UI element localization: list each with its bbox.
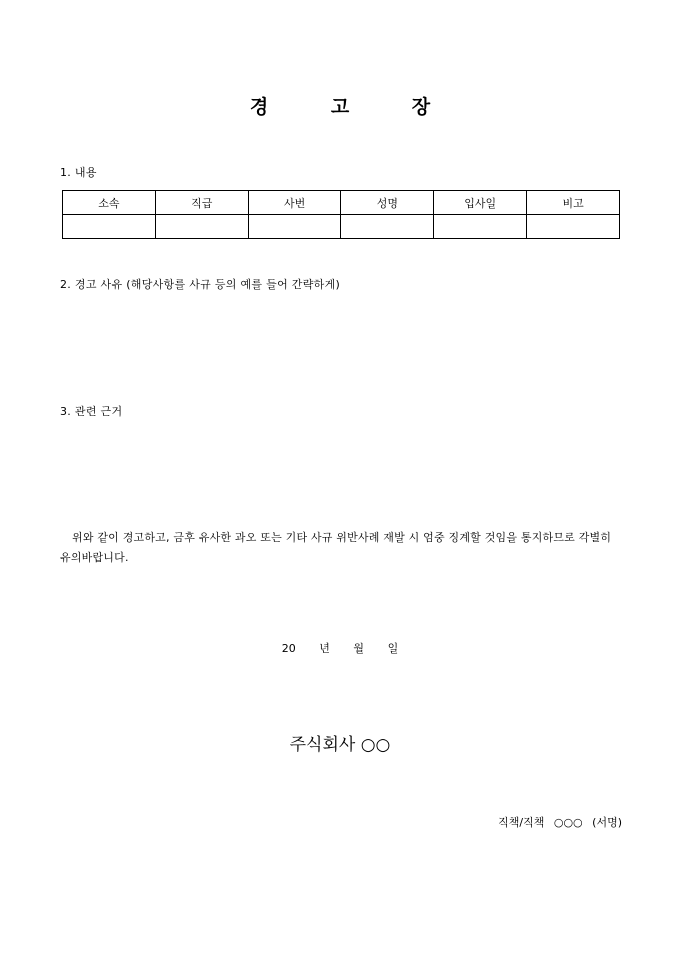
section-heading-related-basis: 3. 관련 근거: [60, 405, 123, 418]
cell-employee-id: [248, 215, 341, 239]
column-header-remarks: 비고: [527, 191, 620, 215]
column-header-department: 소속: [63, 191, 156, 215]
signature-line: [498, 815, 622, 831]
employee-info-table: [62, 190, 620, 239]
date-line: [0, 641, 680, 657]
column-header-position: 직급: [155, 191, 248, 215]
cell-name: [341, 215, 434, 239]
cell-department: [63, 215, 156, 239]
notice-text: 위와 같이 경고하고, 금후 유사한 과오 또는 기타 사규 위반사례 재발 시 엄중 징계할 것임을 통지하므로 각별히 유의바랍니다.: [60, 531, 612, 564]
date-day-label: 일: [387, 642, 399, 655]
date-month-label: 월: [353, 642, 365, 655]
section-heading-content: 1. 내용: [60, 166, 97, 179]
section-heading-warning-reason: 2. 경고 사유 (해당사항를 사규 등의 예를 들어 간략하게): [60, 278, 341, 291]
column-header-hire-date: 입사일: [434, 191, 527, 215]
cell-position: [155, 215, 248, 239]
column-header-employee-id: 사번: [248, 191, 341, 215]
table-header-row: [63, 191, 620, 215]
document-title: 경 고 장: [249, 96, 459, 118]
column-header-name: 성명: [341, 191, 434, 215]
date-year-label: 년: [319, 642, 330, 655]
cell-remarks: [527, 215, 620, 239]
signature-label: (서명): [592, 816, 622, 829]
company-name: 주식회사 ○○: [289, 735, 391, 755]
signer-name: ○○○: [553, 816, 583, 829]
date-year-prefix: 20: [281, 642, 296, 655]
signer-title: 직책/직책: [498, 816, 545, 829]
table-row: [63, 215, 620, 239]
cell-hire-date: [434, 215, 527, 239]
notice-paragraph: [60, 528, 622, 568]
